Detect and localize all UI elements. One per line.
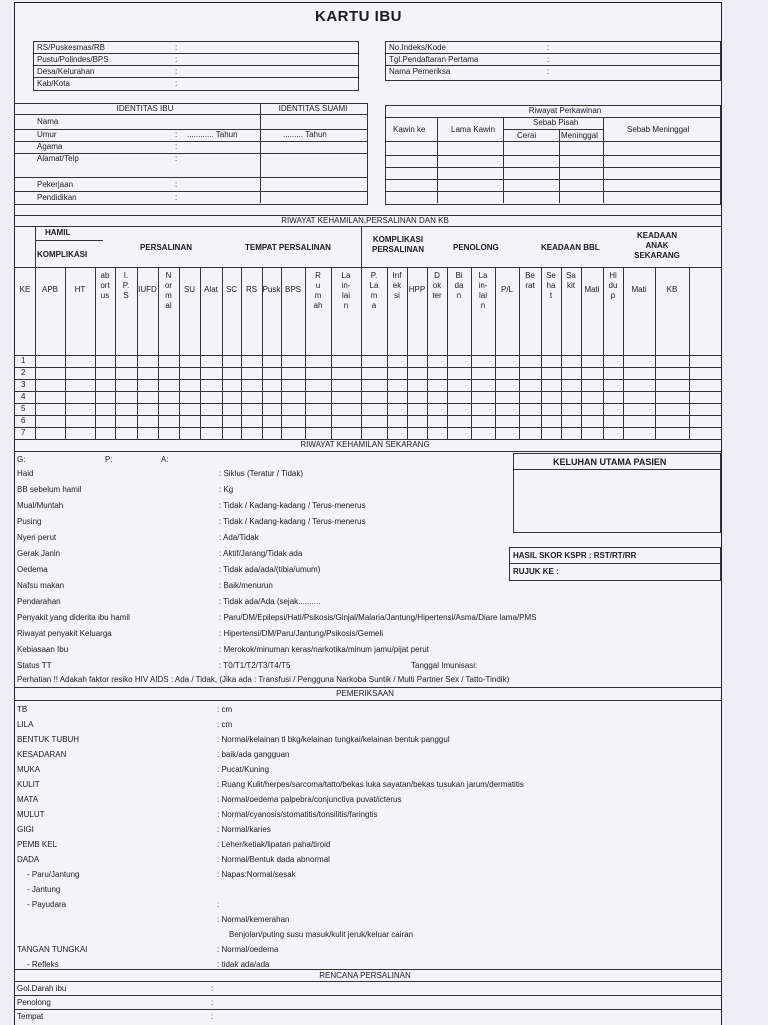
column-header-20: Lain-lain: [478, 271, 488, 310]
pemeriksaan-value: : Napas:Normal/sesak: [217, 870, 296, 879]
riwayat-label: Kebiasaan Ibu: [17, 645, 69, 654]
identitas-ibu-heading: IDENTITAS IBU: [116, 104, 174, 113]
group-penolong: PENOLONG: [453, 243, 499, 252]
column-header-4: I.P.S: [122, 271, 130, 300]
field-pustu: Pustu/Polindes/BPS: [37, 55, 109, 64]
identitas-pekerjaan: Pekerjaan: [37, 180, 74, 189]
riwayat-value: : Kg: [219, 485, 234, 494]
rencana-value: :: [211, 998, 214, 1007]
group-komplikasi-persalinan: KOMPLIKASI PERSALINAN: [371, 235, 424, 254]
column-header-21: P/L: [500, 285, 513, 294]
column-header-1: APB: [41, 285, 58, 294]
riwayat-label: Pendarahan: [17, 597, 61, 606]
riwayat-label: Nafsu makan: [17, 581, 65, 590]
form-title: KARTU IBU: [315, 8, 402, 25]
pemeriksaan-value: : Normal/kemerahan: [217, 915, 290, 924]
riwayat-value: : T0/T1/T2/T3/T4/T5: [219, 661, 291, 670]
pemeriksaan-value: Benjolan/puting susu masuk/kulit jeruk/keluar cairan: [229, 930, 414, 939]
column-header-8: Alat: [204, 285, 218, 294]
column-header-11: Pusk: [262, 285, 281, 294]
riwayat-value: : Tidak ada/Ada (sejak..........: [219, 597, 321, 606]
column-header-12: BPS: [284, 285, 301, 294]
pemeriksaan-value: : cm: [217, 705, 233, 714]
table-row-number: 4: [21, 392, 26, 401]
field-no-indeks: No.Indeks/Kode: [389, 43, 446, 52]
column-header-27: Mati: [631, 285, 647, 294]
riwayat-value: : Tidak / Kadang-kadang / Terus-menerus: [219, 517, 366, 526]
riwayat-value: : Hipertensi/DM/Paru/Jantung/Psikosis/Gemeli: [219, 629, 384, 638]
table-row-number: 6: [21, 416, 26, 425]
pemeriksaan-label: MUKA: [17, 765, 41, 774]
rencana-value: :: [211, 1012, 214, 1021]
riwayat-value: : Ada/Tidak: [219, 533, 259, 542]
pemeriksaan-label: DADA: [17, 855, 40, 864]
riwayat-label: Haid: [17, 469, 34, 478]
umur-suami-tahun: ......... Tahun: [283, 130, 327, 139]
riwayat-value: : Tidak / Kadang-kadang / Terus-menerus: [219, 501, 366, 510]
column-header-9: SC: [225, 285, 238, 294]
pemeriksaan-label: LILA: [17, 720, 34, 729]
field-tgl-pendaftaran: Tgl.Pendaftaran Pertama: [389, 55, 479, 64]
rencana-label: Gol.Darah ibu: [17, 984, 67, 993]
pemeriksaan-value: : Normal/Bentuk dada abnormal: [217, 855, 330, 864]
column-header-25: Mati: [584, 285, 600, 294]
field-kab: Kab/Kota: [37, 79, 70, 88]
pemeriksaan-label: - Paru/Jantung: [27, 870, 80, 879]
perhatian-hiv: Perhatian !! Adakah faktor resiko HIV AIDS : Ada / Tidak, (Jika ada : Transfusi / Pengguna Narkoba Suntik / Multi Partner Sex / Tatto-Tindik): [17, 675, 510, 684]
identitas-nama: Nama: [37, 117, 59, 126]
kartu-ibu-form: KARTU IBU RS/Puskesmas/RB Pustu/Polindes/BPS Desa/Kelurahan Kab/Kota : : : : No.Indeks/Kode Tgl.Pendaftaran Pertama Nama Pemeriksa : : : IDENTITAS IBU IDENTITAS SUAMI Nama Umur Agama Alamat/Telp Pekerjaan Pendidikan : ............ Tahun ......... Tahun : : : : Riwayat Perkawinan Kawin ke Lama Kawin Sebab Pisah Cerai Meninggal Sebab Meninggal RIWAYAT KEHAMILAN,PERSALINAN DAN KB HAMIL KOMPLIKASI PERSALINAN TEMPAT PERSALINAN KOMPLIKASI PERSALINAN PENOLONG KEADAAN BBL KEADAAN ANAK SEKARANG KE APB HT abortus I.P.S IUFD Normal SU Alat SC RS Pusk BPS Rumah Lain-lain P.Lama Infeksi HPP Dokter Bidan Lain-lain P/L Berat Sehat Sakit Mati Hidup Mati KB 1 2 3 4 5 6 7 RIWAYAT KEHAMILAN SEKARANG G: P: A: KELUHAN UTAMA PASIEN HASIL SKOR KSPR : RST/RT/RR RUJUK KE : Haid : Siklus (Teratur / Tidak) BB sebelum hamil : Kg Mual/Muntah : Tidak / Kadang-kadang / Terus-menerus Pusing : Tidak / Kadang-kadang / Terus-menerus Nyeri perut : Ada/Tidak Gerak Janin : Aktif/Jarang/Tidak ada Oedema : Tidak ada/ada/(tibia/umum) Nafsu makan : Baik/menurun Pendarahan : Tidak ada/Ada (sejak.......... Penyakit yang diderita ibu hamil : Paru/DM/Epilepsi/Hati/Psikosis/Ginjal/Malaria/Jantung/Hipertensi/Asma/Diare lama/PMS Riwayat penyakit Keluarga : Hipertensi/DM/Paru/Jantung/Psikosis/Gemeli Kebiasaan Ibu : Merokok/minuman keras/narkotika/minum jamu/pijat perut Status TT : T0/T1/T2/T3/T4/T5 Tanggal Imunisasi: Perhatian !! Adakah faktor resiko HIV AIDS : Ada / Tidak, (Jika ada : Transfusi / Pengguna Narkoba Suntik / Multi Partner Sex / Tatto-Tindik) PEMERIKSAAN TB : cm LILA : cm BENTUK TUBUH : Normal/kelainan tl bkg/kelainan tungkai/kelainan bentuk panggul KESADARAN : baik/ada gangguan MUKA : Pucat/Kuning KULIT : Ruang Kulit/herpes/sarcoma/tatto/bekas luka sayatan/bekas tusukan jarum/dermatitis MATA : Normal/oedema palpebra/conjunctiva puvat/icterus MULUT : Normal/cyanosis/stomatitis/tonsilitis/faringtis GIGI : Normal/karies PEMB KEL : Leher/ketiak/lipatan paha/tiroid DADA : Normal/Bentuk dada abnormal - Paru/Jantung : Napas:Normal/sesak - Jantung - Payudara : : Normal/kemerahan Benjolan/puting susu masuk/kulit jeruk/keluar cairan TANGAN TUNGKAI : Normal/oedema - Refleks : tidak ada/ada RENCANA PERSALINAN Gol.Darah ibu : Penolong : Tempat :: [14, 2, 722, 1025]
riwayat-label: Nyeri perut: [17, 533, 57, 542]
pemeriksaan-heading: PEMERIKSAAN: [336, 689, 394, 698]
pemeriksaan-value: : Normal/oedema: [217, 945, 279, 954]
identitas-suami-heading: IDENTITAS SUAMI: [278, 104, 348, 113]
riwayat-sekarang-heading: RIWAYAT KEHAMILAN SEKARANG: [300, 440, 430, 449]
identitas-umur: Umur: [37, 130, 57, 139]
group-persalinan: PERSALINAN: [140, 243, 193, 252]
riwayat-label: Riwayat penyakit Keluarga: [17, 629, 112, 638]
riwayat-value: : Baik/menurun: [219, 581, 273, 590]
column-header-5: IUFD: [138, 285, 157, 294]
riwayat-value: : Siklus (Teratur / Tidak): [219, 469, 304, 478]
pemeriksaan-label: TANGAN TUNGKAI: [17, 945, 88, 954]
riwayat-label: BB sebelum hamil: [17, 485, 82, 494]
rujuk-ke: RUJUK KE :: [513, 567, 559, 576]
pemeriksaan-value: : Leher/ketiak/lipatan paha/tiroid: [217, 840, 331, 849]
group-keadaan-bbl: KEADAAN BBL: [541, 243, 600, 252]
pemeriksaan-label: - Payudara: [27, 900, 67, 909]
column-header-18: Dokter: [432, 271, 442, 300]
tanggal-imunisasi: Tanggal Imunisasi:: [411, 661, 478, 670]
pemeriksaan-label: - Jantung: [27, 885, 61, 894]
pemeriksaan-value: : Normal/cyanosis/stomatitis/tonsilitis/faringtis: [217, 810, 378, 819]
rencana-label: Tempat: [17, 1012, 44, 1021]
column-header-2: HT: [74, 285, 86, 294]
para: P:: [105, 455, 113, 464]
column-header-6: Normal: [164, 271, 173, 310]
riwayat-label: Gerak Janin: [17, 549, 61, 558]
keluhan-heading: KELUHAN UTAMA PASIEN: [553, 457, 667, 467]
riwayat-value: : Tidak ada/ada/(tibia/umum): [219, 565, 321, 574]
col-sebab-pisah: Sebab Pisah: [533, 118, 579, 127]
rencana-label: Penolong: [17, 998, 51, 1007]
field-nama-pemeriksa: Nama Pemeriksa: [389, 67, 451, 76]
riwayat-label: Penyakit yang diderita ibu hamil: [17, 613, 130, 622]
pemeriksaan-value: : Pucat/Kuning: [217, 765, 270, 774]
pemeriksaan-label: GIGI: [17, 825, 34, 834]
pemeriksaan-label: PEMB KEL: [17, 840, 58, 849]
column-header-13: Rumah: [313, 271, 323, 310]
column-header-16: Infeksi: [392, 271, 402, 300]
pemeriksaan-value: : tidak ada/ada: [217, 960, 270, 969]
table-row-number: 5: [21, 404, 26, 413]
column-header-10: RS: [245, 285, 258, 294]
field-desa: Desa/Kelurahan: [37, 67, 95, 76]
hasil-skor: HASIL SKOR KSPR : RST/RT/RR: [513, 551, 637, 560]
riwayat-label: Status TT: [17, 661, 52, 670]
col-cerai: Cerai: [517, 131, 537, 140]
identitas-pendidikan: Pendidikan: [37, 193, 77, 202]
column-header-7: SU: [183, 285, 196, 294]
riwayat-label: Oedema: [17, 565, 48, 574]
group-komplikasi: KOMPLIKASI: [37, 250, 88, 259]
field-rs-puskesmas: RS/Puskesmas/RB: [37, 43, 106, 52]
table-row-number: 1: [21, 356, 26, 365]
pemeriksaan-value: : cm: [217, 720, 233, 729]
column-header-0: KE: [19, 285, 31, 294]
column-header-14: Lain-lain: [341, 271, 351, 310]
pemeriksaan-label: - Refleks: [27, 960, 59, 969]
pemeriksaan-label: TB: [17, 705, 28, 714]
riwayat-value: : Merokok/minuman keras/narkotika/minum jamu/pijat perut: [219, 645, 429, 654]
col-lama-kawin: Lama Kawin: [451, 125, 496, 134]
umur-ibu-tahun: ............ Tahun: [187, 130, 238, 139]
riwayat-perkawinan-heading: Riwayat Perkawinan: [528, 106, 602, 115]
pemeriksaan-value: : baik/ada gangguan: [217, 750, 290, 759]
table-row-number: 7: [21, 428, 26, 437]
group-hamil: HAMIL: [45, 228, 71, 237]
group-tempat-persalinan: TEMPAT PERSALINAN: [245, 243, 331, 252]
column-header-3: abortus: [100, 271, 110, 300]
rencana-heading: RENCANA PERSALINAN: [319, 971, 411, 980]
col-meninggal: Meninggal: [561, 131, 598, 140]
riwayat-label: Mual/Muntah: [17, 501, 64, 510]
abortus: A:: [161, 455, 169, 464]
pemeriksaan-value: : Ruang Kulit/herpes/sarcoma/tatto/bekas luka sayatan/bekas tusukan jarum/dermatitis: [217, 780, 524, 789]
pemeriksaan-value: : Normal/kelainan tl bkg/kelainan tungkai/kelainan bentuk panggul: [217, 735, 450, 744]
pemeriksaan-label: KESADARAN: [17, 750, 67, 759]
col-kawin-ke: Kawin ke: [393, 125, 426, 134]
pemeriksaan-label: KULIT: [17, 780, 40, 789]
pemeriksaan-value: :: [217, 900, 220, 909]
column-header-24: Sakit: [566, 271, 576, 290]
pemeriksaan-value: : Normal/karies: [217, 825, 271, 834]
identitas-agama: Agama: [37, 142, 63, 151]
riwayat-kehamilan-heading: RIWAYAT KEHAMILAN,PERSALINAN DAN KB: [281, 216, 449, 225]
group-keadaan-anak: KEADAAN ANAK SEKARANG: [634, 231, 680, 260]
column-header-22: Berat: [525, 271, 535, 290]
table-row-number: 3: [21, 380, 26, 389]
column-header-28: KB: [666, 285, 678, 294]
riwayat-value: : Paru/DM/Epilepsi/Hati/Psikosis/Ginjal/Malaria/Jantung/Hipertensi/Asma/Diare lama/PMS: [219, 613, 537, 622]
table-row-number: 2: [21, 368, 26, 377]
column-header-23: Sehat: [546, 271, 556, 300]
rencana-value: :: [211, 984, 214, 993]
pemeriksaan-label: BENTUK TUBUH: [17, 735, 80, 744]
pemeriksaan-value: : Normal/oedema palpebra/conjunctiva puvat/icterus: [217, 795, 402, 804]
pemeriksaan-label: MULUT: [17, 810, 45, 819]
pemeriksaan-label: MATA: [17, 795, 39, 804]
col-sebab-meninggal: Sebab Meninggal: [627, 125, 690, 134]
column-header-26: Hidup: [608, 271, 618, 300]
column-header-15: P.Lama: [369, 271, 379, 310]
riwayat-value: : Aktif/Jarang/Tidak ada: [219, 549, 303, 558]
identitas-alamat: Alamat/Telp: [37, 154, 79, 163]
gravida: G:: [17, 455, 26, 464]
column-header-19: Bidan: [454, 271, 464, 300]
column-header-17: HPP: [408, 285, 426, 294]
riwayat-label: Pusing: [17, 517, 42, 526]
